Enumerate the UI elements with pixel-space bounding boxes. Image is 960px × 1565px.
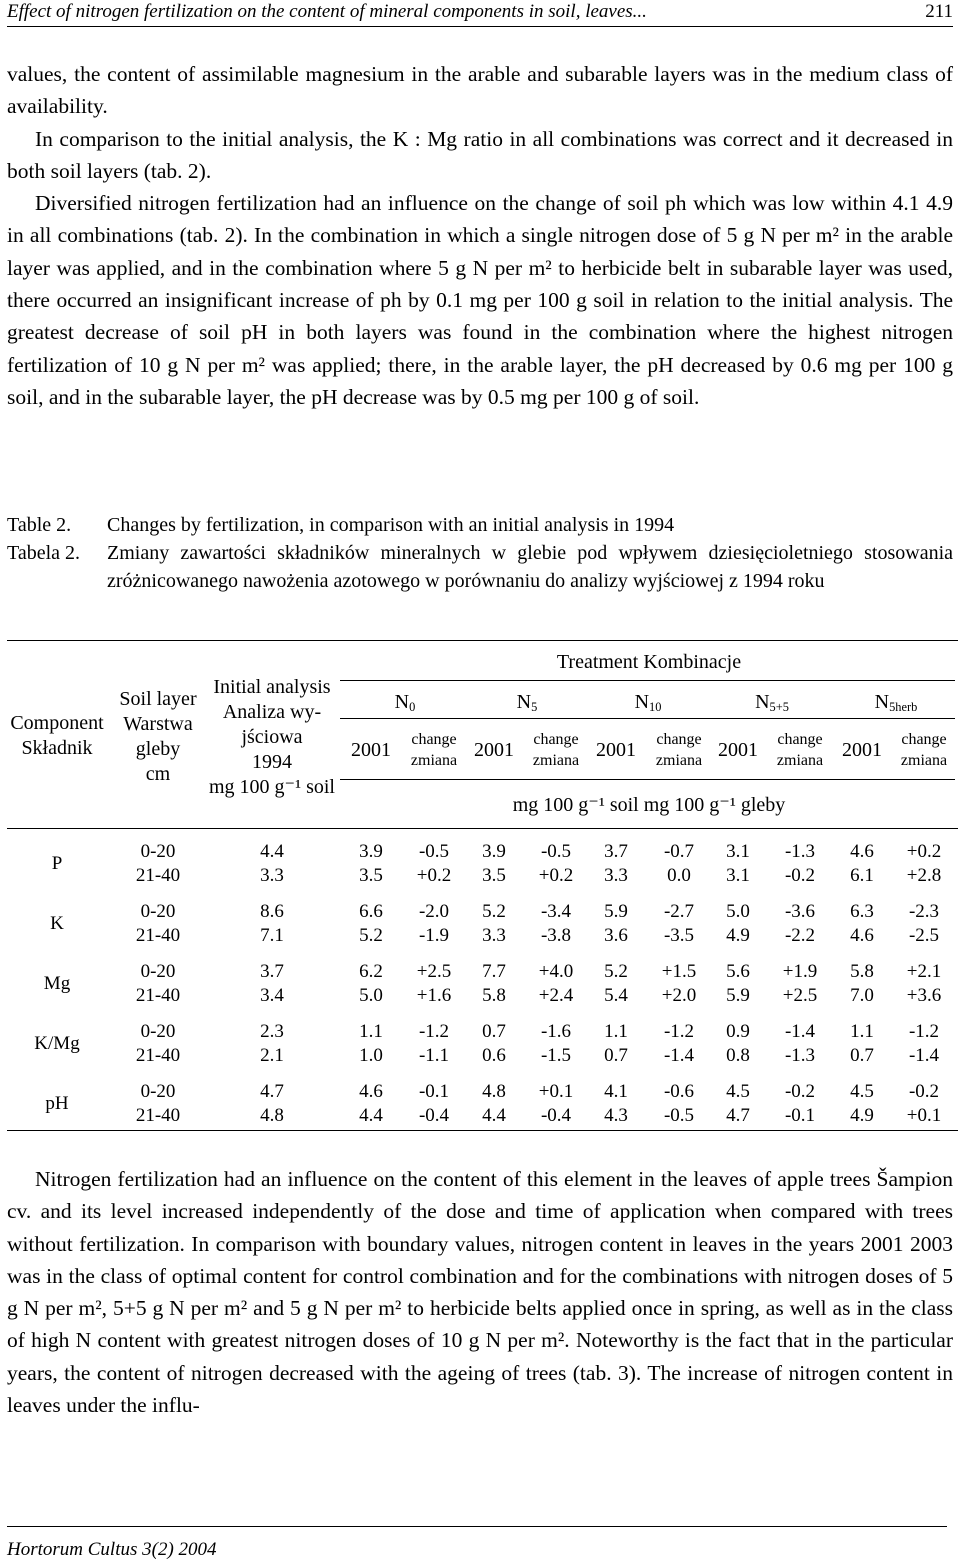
cell-value-2001: 5.4: [604, 985, 628, 1006]
cell-initial: 2.1: [260, 1045, 284, 1066]
table-top-rule: [7, 640, 958, 641]
cell-change: -0.2: [908, 1081, 940, 1102]
group-subscript: 5: [531, 700, 538, 715]
cell-value-2001: 4.5: [726, 1081, 750, 1102]
cell-value-2001: 4.7: [726, 1105, 750, 1126]
cell-change: +0.2: [416, 865, 452, 886]
cell-value-2001: 0.8: [726, 1045, 750, 1066]
paragraph: In comparison to the initial analysis, the K : Mg ratio in all combinations was correct and it decreased in both soil layers (tab. 2).: [7, 126, 953, 183]
cell-value-2001: 4.3: [604, 1105, 628, 1126]
cell-soil-layer: 21-40: [135, 925, 181, 946]
cell-value-2001: 4.6: [850, 841, 874, 862]
cell-change: +1.5: [661, 961, 697, 982]
cell-initial: 4.4: [260, 841, 284, 862]
cell-initial: 7.1: [260, 925, 284, 946]
cell-value-2001: 1.1: [850, 1021, 874, 1042]
cell-value-2001: 5.8: [482, 985, 506, 1006]
header-group-N5herb: $N_{5herb}$: [874, 691, 918, 715]
header-change-pl: zmiana: [900, 752, 948, 769]
cell-component: P: [51, 853, 63, 874]
cell-change: 0.0: [667, 865, 691, 886]
cell-change: +1.6: [416, 985, 452, 1006]
cell-value-2001: 1.1: [604, 1021, 628, 1042]
cell-initial: 3.4: [260, 985, 284, 1006]
cell-change: +3.6: [906, 985, 942, 1006]
cell-value-2001: 5.0: [359, 985, 383, 1006]
header-treatment: Treatment Kombinacje: [556, 651, 742, 673]
cell-change: -2.7: [663, 901, 695, 922]
header-initial-analysis: Analiza wy-: [222, 701, 322, 723]
cell-change: -0.4: [540, 1105, 572, 1126]
cell-soil-layer: 0-20: [140, 841, 176, 862]
header-year: 2001: [718, 739, 758, 761]
group-subscript: 10: [649, 700, 662, 715]
cell-change: -3.6: [784, 901, 816, 922]
table-bottom-rule: [7, 1130, 958, 1131]
cell-change: -0.2: [784, 1081, 816, 1102]
header-soil-layer: cm: [145, 763, 171, 785]
header-group-N5: $N_5$: [516, 691, 538, 715]
cell-change: -0.1: [784, 1105, 816, 1126]
cell-value-2001: 0.7: [850, 1045, 874, 1066]
cell-change: +2.8: [906, 865, 942, 886]
cell-value-2001: 0.9: [726, 1021, 750, 1042]
cell-value-2001: 4.1: [604, 1081, 628, 1102]
cell-value-2001: 6.2: [359, 961, 383, 982]
cell-value-2001: 4.6: [359, 1081, 383, 1102]
header-component: Component: [10, 712, 104, 734]
cell-component: K/Mg: [34, 1033, 80, 1054]
cell-value-2001: 3.9: [359, 841, 383, 862]
cell-initial: 3.7: [260, 961, 284, 982]
header-change-en: change: [901, 731, 947, 748]
cell-change: -2.5: [908, 925, 940, 946]
cell-value-2001: 3.6: [604, 925, 628, 946]
header-group-N5+5: $N_{5+5}$: [755, 691, 789, 715]
cell-soil-layer: 21-40: [135, 985, 181, 1006]
cell-value-2001: 1.1: [359, 1021, 383, 1042]
cell-value-2001: 5.9: [726, 985, 750, 1006]
cell-value-2001: 4.4: [482, 1105, 506, 1126]
header-soil-layer: Soil layer: [119, 688, 197, 710]
table-caption: [7, 511, 953, 595]
cell-component: K: [50, 913, 64, 934]
cell-change: -0.5: [540, 841, 572, 862]
cell-value-2001: 4.9: [850, 1105, 874, 1126]
cell-change: -2.2: [784, 925, 816, 946]
cell-initial: 4.7: [260, 1081, 284, 1102]
cell-value-2001: 3.1: [726, 865, 750, 886]
cell-value-2001: 3.9: [482, 841, 506, 862]
cell-change: +4.0: [538, 961, 574, 982]
cell-value-2001: 4.5: [850, 1081, 874, 1102]
cell-value-2001: 3.1: [726, 841, 750, 862]
cell-change: -0.5: [663, 1105, 695, 1126]
treatment-rule: [340, 680, 955, 681]
footer-rule: [7, 1526, 947, 1527]
cell-change: -0.4: [418, 1105, 450, 1126]
cell-change: +0.1: [906, 1105, 942, 1126]
cell-initial: 3.3: [260, 865, 284, 886]
cell-value-2001: 3.3: [482, 925, 506, 946]
cell-value-2001: 3.7: [604, 841, 628, 862]
cell-value-2001: 0.7: [604, 1045, 628, 1066]
cell-change: -1.2: [418, 1021, 450, 1042]
cell-component: Mg: [43, 973, 71, 994]
caption-text-en: Changes by fertilization, in comparison with an initial analysis in 1994: [107, 514, 675, 536]
cell-value-2001: 5.6: [726, 961, 750, 982]
header-initial-analysis: mg 100 g⁻¹ soil: [208, 776, 335, 798]
cell-change: -1.4: [784, 1021, 816, 1042]
running-title: Effect of nitrogen fertilization on the content of mineral components in soil, leaves...: [7, 1, 647, 22]
cell-value-2001: 3.5: [359, 865, 383, 886]
header-soil-layer: Warstwa: [123, 713, 193, 735]
header-change-en: change: [411, 731, 457, 748]
cell-change: +2.4: [538, 985, 574, 1006]
cell-change: +0.2: [538, 865, 574, 886]
cell-change: +1.9: [782, 961, 818, 982]
cell-value-2001: 4.8: [482, 1081, 506, 1102]
paragraph: Nitrogen fertilization had an influence on the content of this element in the leaves of apple trees Šampion cv. and its level increased independently of the dose and time of application when compared with trees without fertilization. In comparison with boundary values, nitrogen content in leaves in the years 2001 2003 was in the class of optimal content for control combination and for the combinations with nitrogen doses of 5 g N per m², 5+5 g N per m² and 5 g N per m² to herbicide belts applied once in spring, as well as in the class of high N content with greatest nitrogen doses of 10 g N per m². Noteworthy is the fact that in the particular years, the content of nitrogen decreased with the ageing of trees (tab. 3). The increase of nitrogen content in leaves under the influ-: [7, 1167, 953, 1418]
header-year: 2001: [596, 739, 636, 761]
body-text-bottom: [7, 1163, 953, 1421]
header-year: 2001: [474, 739, 514, 761]
header-soil-layer: gleby: [135, 738, 181, 760]
header-initial-analysis: jściowa: [241, 726, 303, 748]
header-change-pl: zmiana: [410, 752, 458, 769]
cell-initial: 8.6: [260, 901, 284, 922]
table-header-rule: [7, 828, 958, 829]
cell-change: -2.3: [908, 901, 940, 922]
cell-change: -0.7: [663, 841, 695, 862]
header-year: 2001: [351, 739, 391, 761]
cell-value-2001: 6.3: [850, 901, 874, 922]
cell-change: -0.2: [784, 865, 816, 886]
cell-change: -1.6: [540, 1021, 572, 1042]
cell-change: -1.9: [418, 925, 450, 946]
cell-value-2001: 5.9: [604, 901, 628, 922]
cell-change: -1.3: [784, 841, 816, 862]
group-rule: [340, 718, 955, 719]
cell-value-2001: 6.6: [359, 901, 383, 922]
group-subscript: 5herb: [889, 700, 918, 715]
cell-change: +0.1: [538, 1081, 574, 1102]
cell-value-2001: 7.7: [482, 961, 506, 982]
cell-soil-layer: 21-40: [135, 1045, 181, 1066]
header-initial-analysis: 1994: [252, 751, 292, 773]
cell-soil-layer: 0-20: [140, 901, 176, 922]
units-rule: [340, 779, 955, 780]
header-change-en: change: [656, 731, 702, 748]
cell-change: +2.5: [416, 961, 452, 982]
cell-change: +2.5: [782, 985, 818, 1006]
cell-component: pH: [45, 1093, 69, 1114]
cell-change: +0.2: [906, 841, 942, 862]
journal-footer: Hortorum Cultus 3(2) 2004: [7, 1539, 217, 1560]
cell-change: -1.3: [784, 1045, 816, 1066]
header-change-en: change: [533, 731, 579, 748]
cell-change: -1.1: [418, 1045, 450, 1066]
header-change-en: change: [777, 731, 823, 748]
group-subscript: 0: [409, 700, 416, 715]
cell-value-2001: 0.6: [482, 1045, 506, 1066]
cell-change: -1.4: [663, 1045, 695, 1066]
cell-value-2001: 1.0: [359, 1045, 383, 1066]
cell-value-2001: 0.7: [482, 1021, 506, 1042]
cell-value-2001: 4.9: [726, 925, 750, 946]
cell-change: -2.0: [418, 901, 450, 922]
body-text-top: [7, 58, 953, 413]
cell-change: -1.5: [540, 1045, 572, 1066]
cell-change: -3.5: [663, 925, 695, 946]
cell-initial: 2.3: [260, 1021, 284, 1042]
cell-value-2001: 4.4: [359, 1105, 383, 1126]
cell-value-2001: 5.2: [482, 901, 506, 922]
cell-change: +2.1: [906, 961, 942, 982]
caption-label-en: Table 2.: [7, 514, 72, 536]
header-year: 2001: [842, 739, 882, 761]
running-header: [7, 0, 953, 27]
cell-value-2001: 3.5: [482, 865, 506, 886]
cell-change: -0.5: [418, 841, 450, 862]
cell-change: -0.6: [663, 1081, 695, 1102]
cell-soil-layer: 0-20: [140, 961, 176, 982]
cell-value-2001: 5.2: [604, 961, 628, 982]
cell-change: -3.8: [540, 925, 572, 946]
cell-change: +2.0: [661, 985, 697, 1006]
cell-soil-layer: 0-20: [140, 1081, 176, 1102]
cell-change: -1.2: [908, 1021, 940, 1042]
cell-change: -1.4: [908, 1045, 940, 1066]
page-number: 211: [925, 1, 953, 22]
cell-value-2001: 3.3: [604, 865, 628, 886]
cell-value-2001: 5.2: [359, 925, 383, 946]
header-change-pl: zmiana: [655, 752, 703, 769]
cell-value-2001: 4.6: [850, 925, 874, 946]
cell-value-2001: 5.0: [726, 901, 750, 922]
paragraph: values, the content of assimilable magnesium in the arable and subarable layers was in the medium class of availability.: [7, 62, 953, 119]
cell-value-2001: 7.0: [850, 985, 874, 1006]
cell-initial: 4.8: [260, 1105, 284, 1126]
header-change-pl: zmiana: [776, 752, 824, 769]
header-change-pl: zmiana: [532, 752, 580, 769]
cell-value-2001: 6.1: [850, 865, 874, 886]
header-group-N0: $N_0$: [394, 691, 416, 715]
header-initial-analysis: Initial analysis: [213, 676, 331, 698]
caption-label-pl: Tabela 2.: [7, 542, 81, 564]
cell-value-2001: 5.8: [850, 961, 874, 982]
cell-change: -1.2: [663, 1021, 695, 1042]
header-component: Składnik: [21, 737, 93, 759]
cell-soil-layer: 21-40: [135, 1105, 181, 1126]
cell-soil-layer: 0-20: [140, 1021, 176, 1042]
paragraph: Diversified nitrogen fertilization had an influence on the change of soil ph which was low within 4.1 4.9 in all combinations (tab. 2). In the combination in which a single nitrogen dose of 5 g N per m² in the arable layer was applied, and in the combination where 5 g N per m² to herbicide belt in subarable layer was used, there occurred an insignificant increase of ph by 0.1 mg per 100 g soil in relation to the initial analysis. The greatest decrease of soil pH in both layers was found in the combination where the highest nitrogen fertilization of 10 g N per m² was applied; there, in the arable layer, the pH decreased by 0.6 mg per 100 g soil, and in the subarable layer, the pH decrease was by 0.5 mg per 100 g of soil.: [7, 191, 953, 409]
caption-text-pl: Zmiany zawartości składników mineralnych w glebie pod wpływem dziesięcioletniego stosowania zróżnicowanego nawożenia azotowego w porównaniu do analizy wyjściowej z 1994 roku: [107, 542, 953, 592]
header-group-N10: $N_{10}$: [634, 691, 662, 715]
cell-soil-layer: 21-40: [135, 865, 181, 886]
cell-change: -3.4: [540, 901, 572, 922]
header-units: mg 100 g⁻¹ soil mg 100 g⁻¹ gleby: [512, 794, 786, 816]
group-subscript: 5+5: [769, 700, 789, 715]
cell-change: -0.1: [418, 1081, 450, 1102]
